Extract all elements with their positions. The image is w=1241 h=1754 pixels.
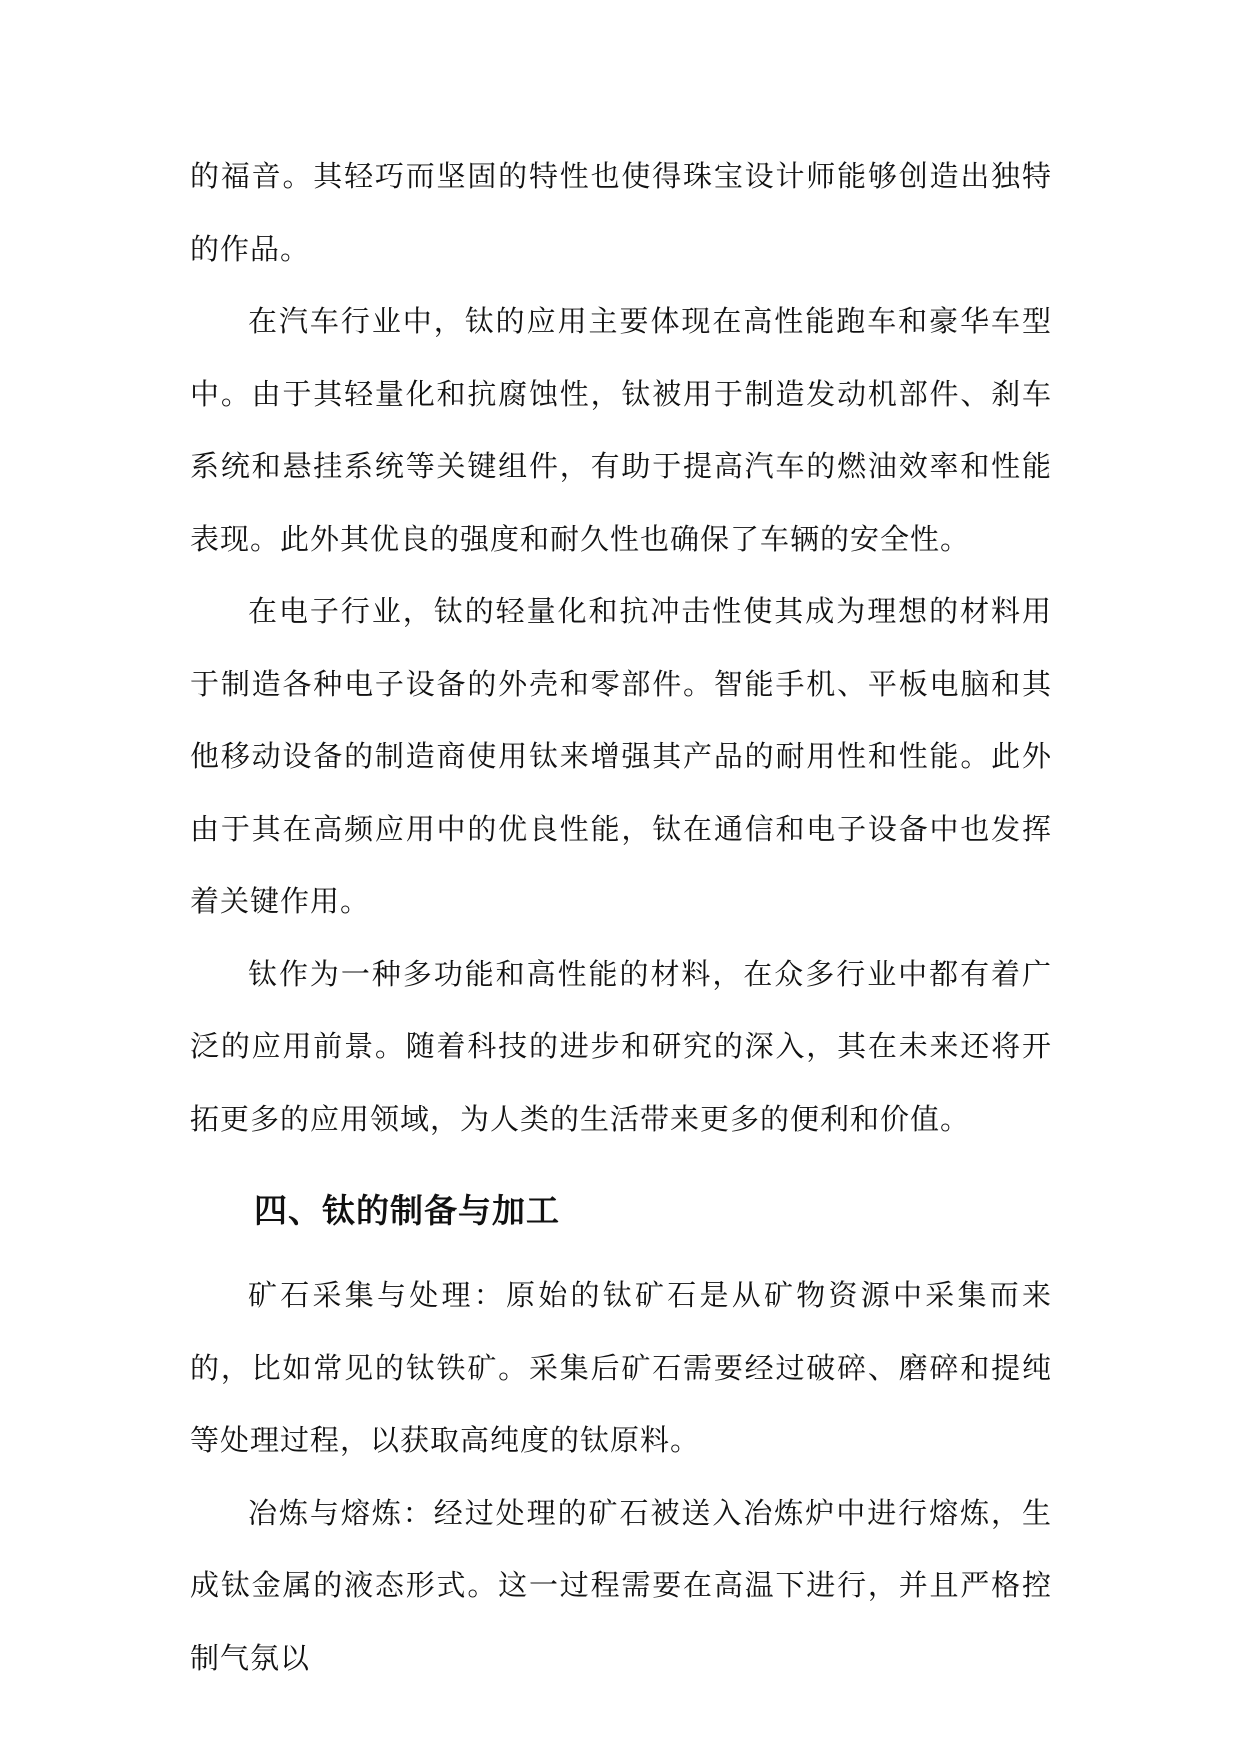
paragraph-ore-processing: 矿石采集与处理：原始的钛矿石是从矿物资源中采集而来的，比如常见的钛铁矿。采集后矿石需要经过破碎、磨碎和提纯等处理过程，以获取高纯度的钛原料。: [190, 1278, 1052, 1457]
paragraph-electronics: 在电子行业，钛的轻量化和抗冲击性使其成为理想的材料用于制造各种电子设备的外壳和零部件。智能手机、平板电脑和其他移动设备的制造商使用钛来增强其产品的耐用性和性能。此外由于其在高频应用中的优良性能，钛在通信和电子设备中也发挥着关键作用。: [190, 594, 1052, 918]
paragraph-smelting: 冶炼与熔炼：经过处理的矿石被送入冶炼炉中进行熔炼，生成钛金属的液态形式。这一过程需要在高温下进行，并且严格控制气氛以: [190, 1495, 1052, 1675]
paragraph-automotive: 在汽车行业中，钛的应用主要体现在高性能跑车和豪华车型中。由于其轻量化和抗腐蚀性，钛被用于制造发动机部件、刹车系统和悬挂系统等关键组件，有助于提高汽车的燃油效率和性能表现。此外其优良的强度和耐久性也确保了车辆的安全性。: [190, 304, 1052, 556]
section-heading: 四、钛的制备与加工: [254, 1191, 560, 1230]
paragraph-summary: 钛作为一种多功能和高性能的材料，在众多行业中都有着广泛的应用前景。随着科技的进步和研究的深入，其在未来还将开拓更多的应用领域，为人类的生活带来更多的便利和价值。: [190, 956, 1052, 1136]
document-page: [190, 140, 1052, 1694]
paragraph-jewelry-continued: 的福音。其轻巧而坚固的特性也使得珠宝设计师能够创造出独特的作品。: [190, 159, 1052, 266]
